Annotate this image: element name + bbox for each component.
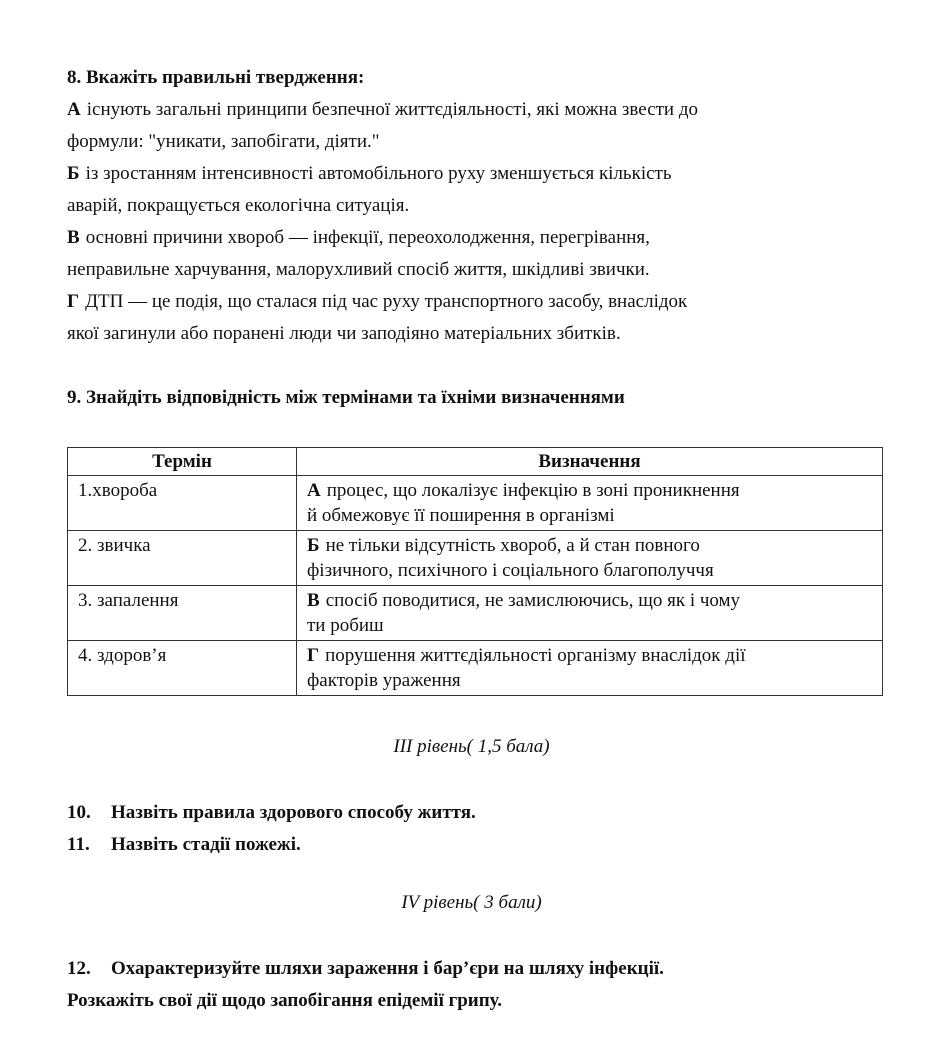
- question-9: [67, 382, 887, 414]
- question-text: Назвіть стадії пожежі.: [111, 834, 301, 855]
- definition-letter: В: [307, 590, 320, 611]
- questions-10-11: [67, 797, 887, 861]
- definition-letter: Б: [307, 535, 320, 556]
- level-3-heading: ІІІ рівень( 1,5 бала): [393, 736, 550, 757]
- definition-text: процес, що локалізує інфекцію в зоні проникнення: [326, 480, 740, 501]
- question-8: [67, 62, 887, 350]
- question-12: [67, 953, 887, 1017]
- term-cell: 4. здоров’я: [68, 641, 297, 696]
- term-cell: 3. запалення: [68, 586, 297, 641]
- definition-text-cont: факторів ураження: [307, 670, 461, 691]
- definition-text-cont: й обмежовує її поширення в організмі: [307, 505, 615, 526]
- header-term: Термін: [68, 448, 297, 476]
- question-text: Охарактеризуйте шляхи зараження і бар’єри на шляху інфекції.: [111, 958, 664, 979]
- definition-letter: Г: [307, 645, 320, 666]
- definition-text: спосіб поводитися, не замислюючись, що як і чому: [325, 590, 741, 611]
- option-letter: Г: [67, 291, 80, 312]
- table-row: [68, 641, 883, 696]
- table-row: [68, 476, 883, 531]
- option-letter: А: [67, 99, 81, 120]
- definition-text: порушення життєдіяльності організму внаслідок дії: [325, 645, 746, 666]
- table-row: [68, 586, 883, 641]
- option-text-cont: якої загинули або поранені люди чи заподіяно матеріальних збитків.: [67, 323, 621, 344]
- definition-cell: [297, 586, 883, 641]
- definition-cell: [297, 641, 883, 696]
- question-number: 11.: [67, 834, 90, 855]
- term-cell: 2. звичка: [68, 531, 297, 586]
- option-text-cont: аварій, покращується екологічна ситуація.: [67, 195, 410, 216]
- option-text: існують загальні принципи безпечної життєдіяльності, які можна звести до: [86, 99, 699, 120]
- definition-text-cont: ти робиш: [307, 615, 384, 636]
- definition-cell: [297, 476, 883, 531]
- level-4-heading: IV рівень( 3 бали): [401, 892, 542, 913]
- option-a: [67, 94, 887, 158]
- question-text: Назвіть правила здорового способу життя.: [111, 802, 476, 823]
- table-row: [68, 531, 883, 586]
- term-cell: 1.хвороба: [68, 476, 297, 531]
- option-b: [67, 158, 887, 222]
- question-text-cont: Розкажіть свої дії щодо запобігання епідемії грипу.: [67, 990, 503, 1011]
- option-g: [67, 286, 887, 350]
- option-text: основні причини хвороб — інфекції, переохолодження, перегрівання,: [85, 227, 650, 248]
- option-letter: В: [67, 227, 80, 248]
- definition-letter: А: [307, 480, 321, 501]
- definition-text-cont: фізичного, психічного і соціального благополуччя: [307, 560, 714, 581]
- option-letter: Б: [67, 163, 80, 184]
- question-number: 12.: [67, 958, 91, 979]
- table-header-row: [68, 448, 883, 476]
- question-8-title: 8. Вкажіть правильні твердження:: [67, 67, 365, 88]
- definition-text: не тільки відсутність хвороб, а й стан повного: [325, 535, 700, 556]
- question-11: [67, 829, 887, 861]
- option-v: [67, 222, 887, 286]
- question-number: 10.: [67, 802, 91, 823]
- option-text-cont: неправильне харчування, малорухливий спосіб життя, шкідливі звички.: [67, 259, 650, 280]
- definition-cell: [297, 531, 883, 586]
- option-text: із зростанням інтенсивності автомобільного руху зменшується кількість: [85, 163, 672, 184]
- option-text: ДТП — це подія, що сталася під час руху транспортного засобу, внаслідок: [85, 291, 688, 312]
- option-text-cont: формули: "уникати, запобігати, діяти.": [67, 131, 380, 152]
- question-10: [67, 797, 887, 829]
- question-9-title: 9. Знайдіть відповідність між термінами та їхніми визначеннями: [67, 387, 625, 408]
- header-definition: Визначення: [297, 448, 883, 476]
- matching-table: [67, 447, 883, 696]
